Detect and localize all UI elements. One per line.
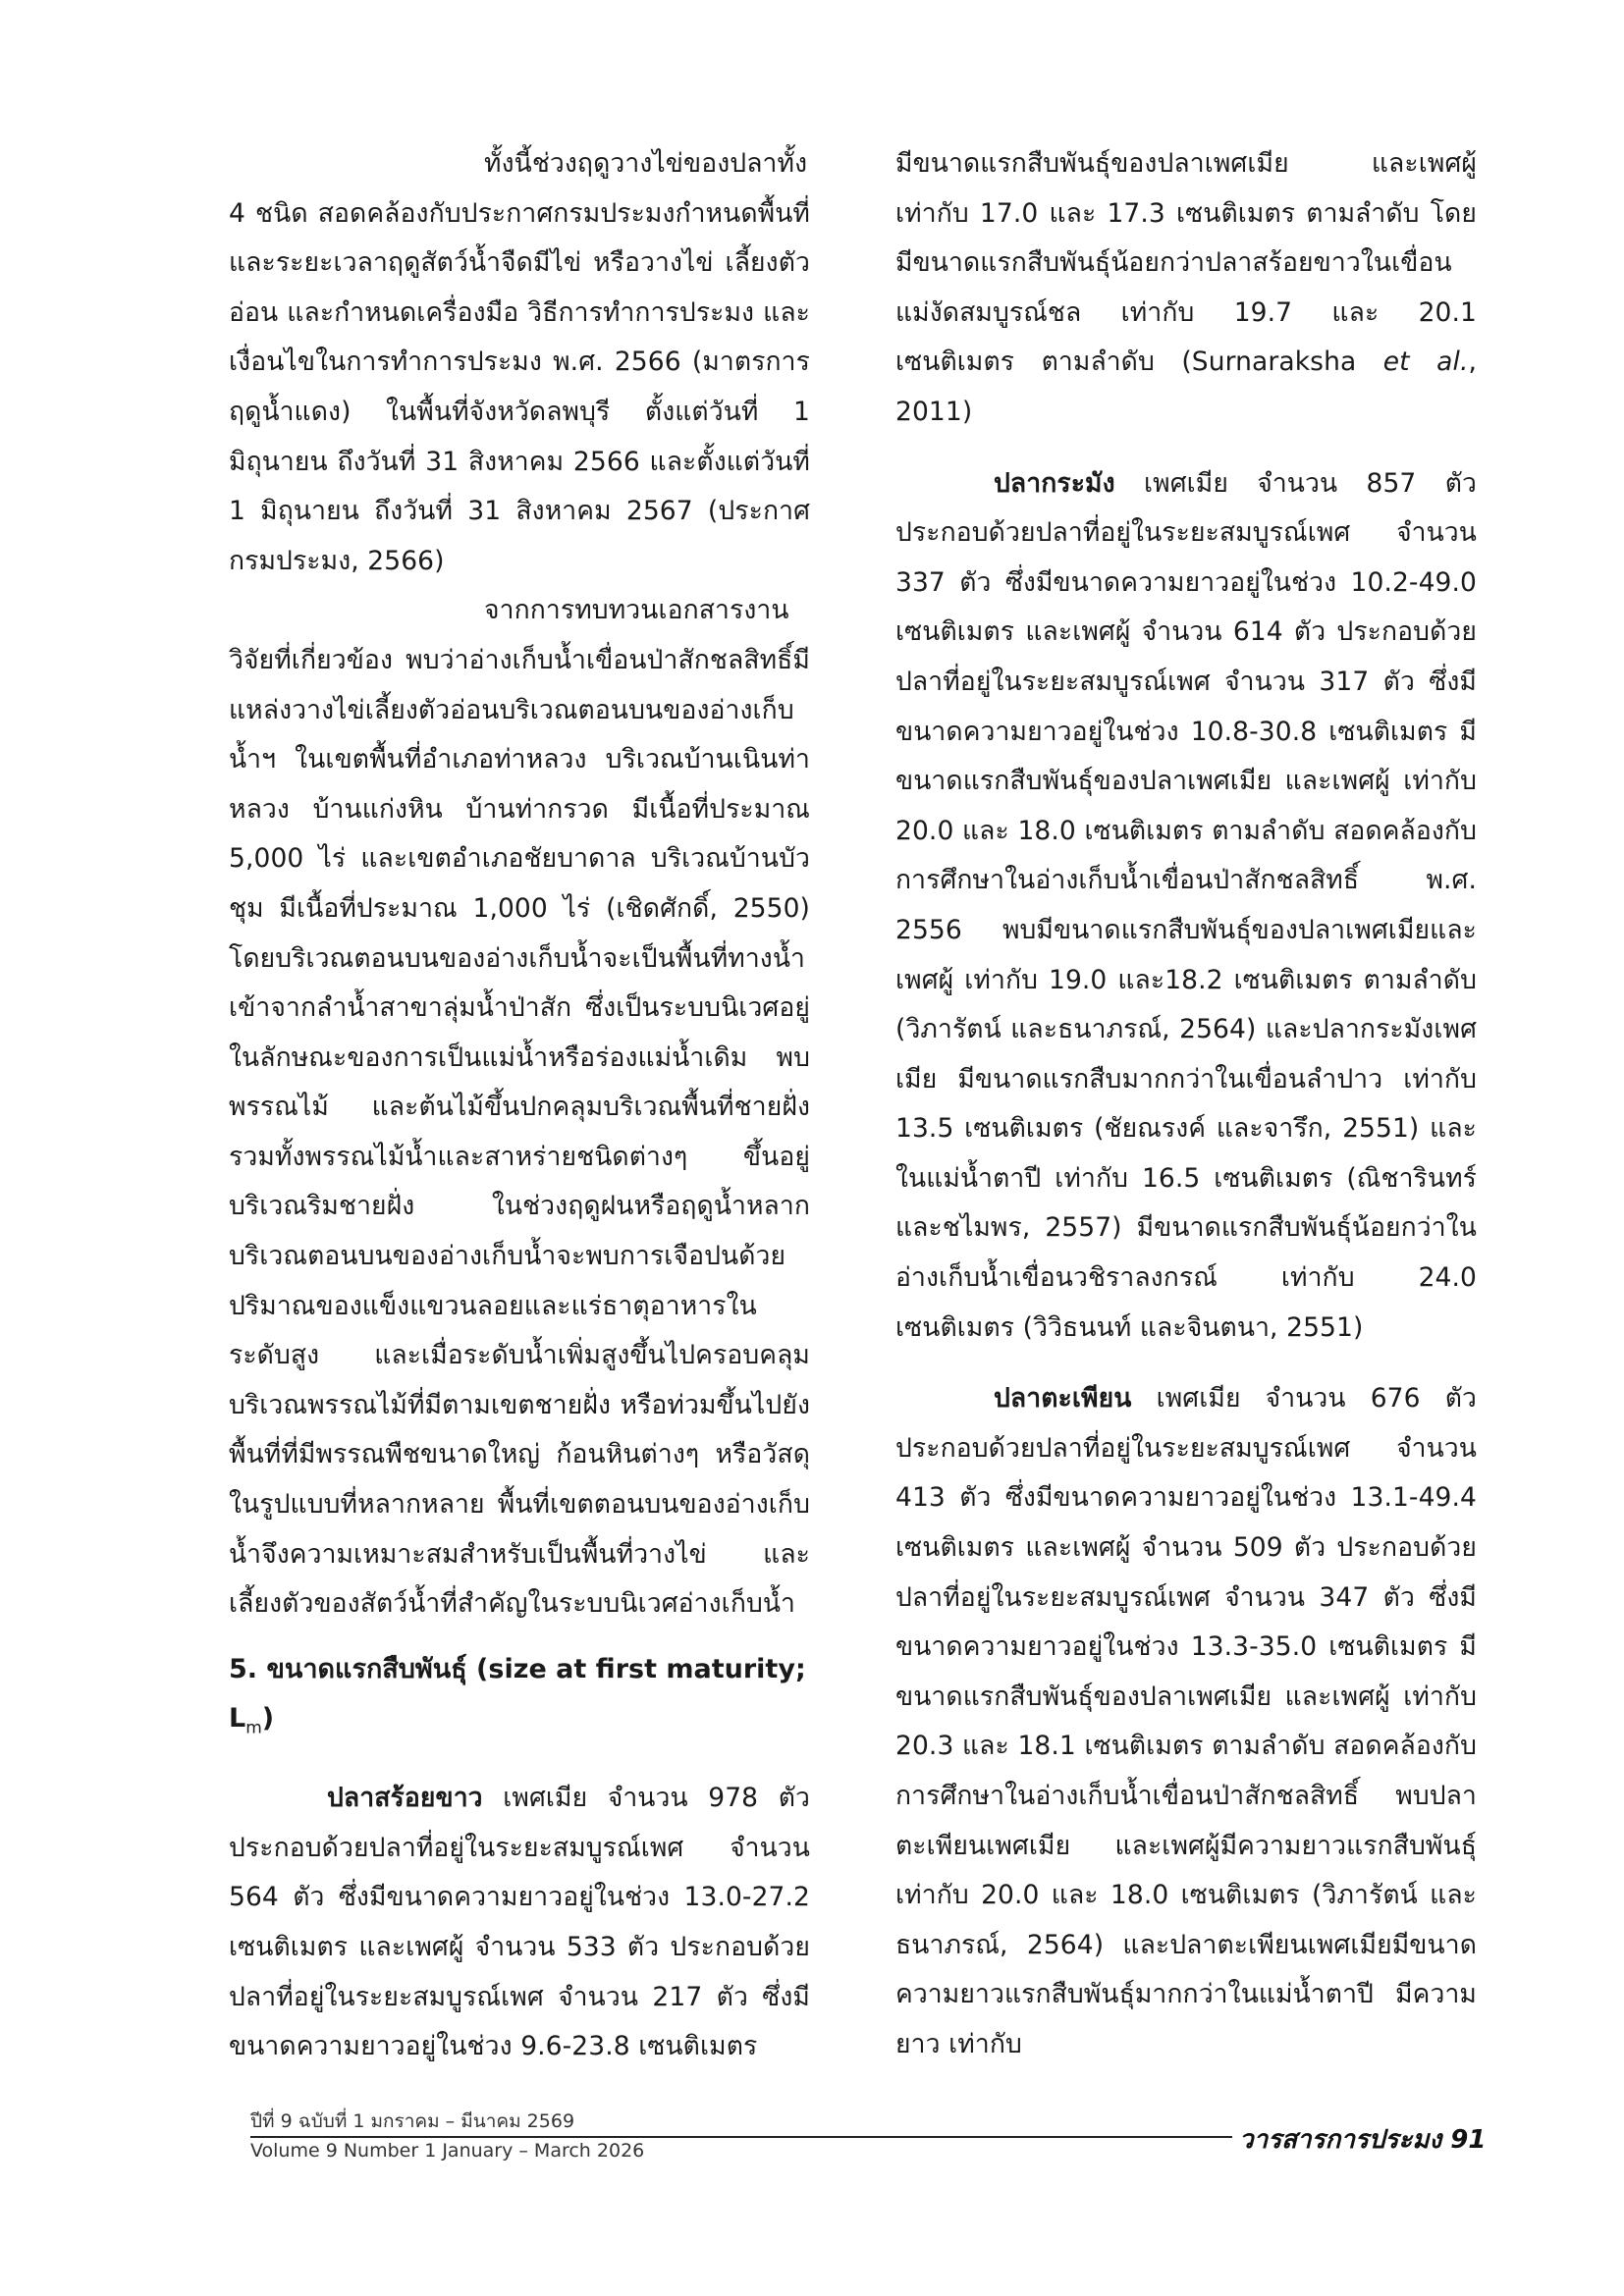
footer-journal-page: วารสารการประมง 91 <box>1239 2125 1487 2155</box>
right-column <box>895 139 1477 2070</box>
section-heading-subscript: m <box>245 1718 262 1738</box>
paragraph-soi-khao <box>229 1774 810 2072</box>
paragraph-literature-review: จากการทบทวนเอกสารงานวิจัยที่เกี่ยวข้อง พบว่าอ่างเก็บน้ำเขื่อนป่าสักชลสิทธิ์มีแหล่งวางไข่เลี้ยงตัวอ่อนบริเวณตอนบนของอ่างเก็บน้ำฯ ในเขตพื้นที่อำเภอท่าหลวง บริเวณบ้านเนินท่าหลวง บ้านแก่งหิน บ้านท่ากรวด มีเนื้อที่ประมาณ 5,000 ไร่ และเขตอำเภอชัยบาดาล บริเวณบ้านบัวชุม มีเนื้อที่ประมาณ 1,000 ไร่ (เชิดศักดิ์, 2550) โดยบริเวณตอนบนของอ่างเก็บน้ำจะเป็นพื้นที่ทางน้ำเข้าจากลำน้ำสาขาลุ่มน้ำป่าสัก ซึ่งเป็นระบบนิเวศอยู่ในลักษณะของการเป็นแม่น้ำหรือร่องแม่น้ำเดิม พบพรรณไม้ และต้นไม้ขึ้นปกคลุมบริเวณพื้นที่ชายฝั่ง รวมทั้งพรรณไม้น้ำและสาหร่ายชนิดต่างๆ ขึ้นอยู่บริเวณริมชายฝั่ง ในช่วงฤดูฝนหรือฤดูน้ำหลากบริเวณตอนบนของอ่างเก็บน้ำจะพบการเจือปนด้วยปริมาณของแข็งแขวนลอยและแร่ธาตุอาหารในระดับสูง และเมื่อระดับน้ำเพิ่มสูงขึ้นไปครอบคลุมบริเวณพรรณไม้ที่มีตามเขตชายฝั่ง หรือท่วมขึ้นไปยังพื้นที่ที่มีพรรณพืชขนาดใหญ่ ก้อนหินต่างๆ หรือวัสดุในรูปแบบที่หลากหลาย พื้นที่เขตตอนบนของอ่างเก็บน้ำจึงความเหมาะสมสำหรับเป็นพื้นที่วางไข่ และเลี้ยงตัวของสัตว์น้ำที่สำคัญในระบบนิเวศอ่างเก็บน้ำ <box>229 595 810 1620</box>
paragraph-kra-mang <box>895 459 1477 1354</box>
paragraph-kra-mang-text: เพศเมีย จำนวน 857 ตัว ประกอบด้วยปลาที่อยู่ในระยะสมบูรณ์เพศ จำนวน 337 ตัว ซึ่งมีขนาดความยาวอยู่ในช่วง 10.2-49.0 เซนติเมตร และเพศผู้ จำนวน 614 ตัว ประกอบด้วยปลาที่อยู่ในระยะสมบูรณ์เพศ จำนวน 317 ตัว ซึ่งมีขนาดความยาวอยู่ในช่วง 10.8-30.8 เซนติเมตร มีขนาดแรกสืบพันธุ์ของปลาเพศเมีย และเพศผู้ เท่ากับ 20.0 และ 18.0 เซนติเมตร ตามลำดับ สอดคล้องกับการศึกษาในอ่างเก็บน้ำเขื่อนป่าสักชลสิทธิ์ พ.ศ. 2556 พบมีขนาดแรกสืบพันธุ์ของปลาเพศเมียและเพศผู้ เท่ากับ 19.0 และ18.2 เซนติเมตร ตามลำดับ (วิภารัตน์ และธนาภรณ์, 2564) และปลากระมังเพศเมีย มีขนาดแรกสืบมากกว่าในเขื่อนลำปาว เท่ากับ 13.5 เซนติเมตร (ชัยณรงค์ และจารึก, 2551) และในแม่น้ำตาปี เท่ากับ 16.5 เซนติเมตร (ณิชารินทร์ และชไมพร, 2557) มีขนาดแรกสืบพันธุ์น้อยกว่าในอ่างเก็บน้ำเขื่อนวชิราลงกรณ์ เท่ากับ 24.0 เซนติเมตร (วิวิธนนท์ และจินตนา, 2551) <box>895 467 1477 1343</box>
paragraph-spawning-season: ทั้งนี้ช่วงฤดูวางไข่ของปลาทั้ง 4 ชนิด สอดคล้องกับประกาศกรมประมงกำหนดพื้นที่และระยะเวลาฤดูสัตว์น้ำจืดมีไข่ หรือวางไข่ เลี้ยงตัวอ่อน และกำหนดเครื่องมือ วิธีการทำการประมง และเงื่อนไขในการทำการประมง พ.ศ. 2566 (มาตรการฤดูน้ำแดง) ในพื้นที่จังหวัดลพบุรี ตั้งแต่วันที่ 1 มิถุนายน ถึงวันที่ 31 สิงหาคม 2566 และตั้งแต่วันที่ 1 มิถุนายน ถึงวันที่ 31 สิงหาคม 2567 (ประกาศกรมประมง, 2566) <box>229 148 810 576</box>
paragraph-ta-phian-text: เพศเมีย จำนวน 676 ตัว ประกอบด้วยปลาที่อยู่ในระยะสมบูรณ์เพศ จำนวน 413 ตัว ซึ่งมีขนาดความยาวอยู่ในช่วง 13.1-49.4 เซนติเมตร และเพศผู้ จำนวน 509 ตัว ประกอบด้วยปลาที่อยู่ในระยะสมบูรณ์เพศ จำนวน 347 ตัว ซึ่งมีขนาดความยาวอยู่ในช่วง 13.3-35.0 เซนติเมตร มีขนาดแรกสืบพันธุ์ของปลาเพศเมีย และเพศผู้ เท่ากับ 20.3 และ 18.1 เซนติเมตร ตามลำดับ สอดคล้องกับการศึกษาในอ่างเก็บน้ำเขื่อนป่าสักชลสิทธิ์ พบปลาตะเพียนเพศเมีย และเพศผู้มีความยาวแรกสืบพันธุ์ เท่ากับ 20.0 และ 18.0 เซนติเมตร (วิภารัตน์ และธนาภรณ์, 2564) และปลาตะเพียนเพศเมียมีขนาดความยาวแรกสืบพันธุ์มากกว่าในแม่น้ำตาปี มีความยาว เท่ากับ <box>895 1383 1477 2059</box>
footer-issue-english: Volume 9 Number 1 January – March 2026 <box>250 2140 645 2162</box>
citation-italic: et al. <box>1382 347 1469 378</box>
paragraph-continued-text: มีขนาดแรกสืบพันธุ์ของปลาเพศเมีย และเพศผู้ เท่ากับ 17.0 และ 17.3 เซนติเมตร ตามลำดับ โดยมีขนาดแรกสืบพันธุ์น้อยกว่าปลาสร้อยขาวในเขื่อนแม่งัดสมบูรณ์ชล เท่ากับ 19.7 และ 20.1 เซนติเมตร ตามลำดับ (Surnaraksha <box>895 148 1477 378</box>
paragraph-soi-khao-continued <box>895 139 1477 438</box>
species-name-soi-khao: ปลาสร้อยขาว <box>327 1783 483 1814</box>
paragraph-ta-phian <box>895 1374 1477 2069</box>
section-heading-close: ) <box>261 1702 275 1734</box>
footer-divider <box>250 2136 1232 2138</box>
left-column <box>229 139 810 2072</box>
species-name-ta-phian: ปลาตะเพียน <box>994 1383 1132 1415</box>
species-name-kra-mang: ปลากระมัง <box>994 467 1115 499</box>
section-heading-text: 5. ขนาดแรกสืบพันธุ์ (size at first maturity; L <box>229 1653 806 1734</box>
citation-year: , 2011) <box>895 347 1477 427</box>
paragraph-soi-khao-text: เพศเมีย จำนวน 978 ตัว ประกอบด้วยปลาที่อยู่ในระยะสมบูรณ์เพศ จำนวน 564 ตัว ซึ่งมีขนาดความยาวอยู่ในช่วง 13.0-27.2 เซนติเมตร และเพศผู้ จำนวน 533 ตัว ประกอบด้วยปลาที่อยู่ในระยะสมบูรณ์เพศ จำนวน 217 ตัว ซึ่งมีขนาดความยาวอยู่ในช่วง 9.6-23.8 เซนติเมตร <box>229 1783 810 2062</box>
section-heading-size-at-first-maturity <box>229 1645 810 1752</box>
footer-issue-thai: ปีที่ 9 ฉบับที่ 1 มกราคม – มีนาคม 2569 <box>250 2110 575 2132</box>
